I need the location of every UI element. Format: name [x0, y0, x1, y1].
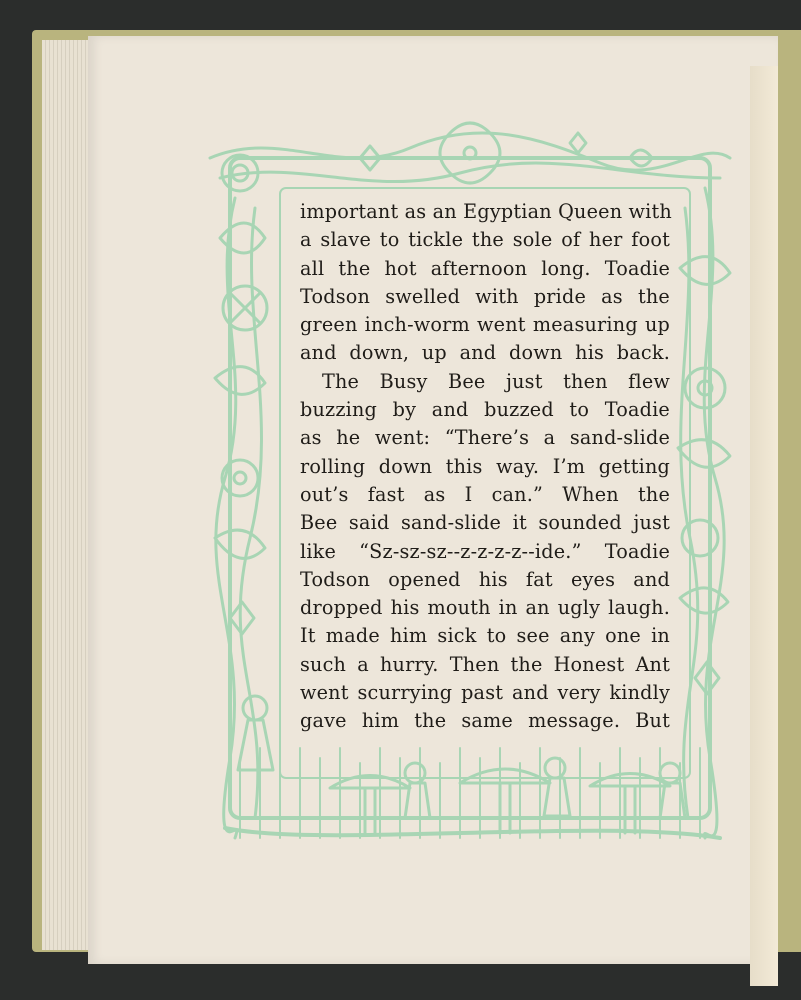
text-line: It made him sick to see any one in: [300, 624, 670, 648]
text-line: important as an Egyptian Queen with: [300, 200, 672, 223]
text-line: such a hurry. Then the Honest Ant: [300, 652, 670, 676]
text-line: as he went: “There’s a sand-slide: [300, 426, 670, 450]
text-line: all the hot afternoon long. Toadie: [300, 256, 670, 280]
text-line: gave him the same message. But: [300, 709, 670, 733]
text-line: green inch-worm went measuring up: [300, 313, 670, 337]
text-line: and down, up and down his back.: [300, 341, 670, 365]
text-line: out’s fast as I can.” When the: [300, 482, 670, 506]
page-edge: [750, 66, 778, 986]
text-line: The Busy Bee just then flew: [322, 369, 670, 393]
text-line: dropped his mouth in an ugly laugh.: [300, 596, 670, 620]
text-line: a slave to tickle the sole of her foot: [300, 228, 670, 252]
text-line: rolling down this way. I’m getting: [300, 454, 670, 478]
text-line: buzzing by and buzzed to Toadie: [300, 398, 670, 422]
text-line: went scurrying past and very kindly: [300, 681, 670, 705]
page-text: [300, 198, 670, 736]
text-line: Todson swelled with pride as the: [300, 284, 670, 308]
text-line: Todson opened his fat eyes and: [300, 567, 670, 591]
text-line: like “Sz-sz-sz--z-z-z-z--ide.” Toadie: [300, 539, 670, 563]
text-line: Bee said sand-slide it sounded just: [300, 511, 670, 535]
